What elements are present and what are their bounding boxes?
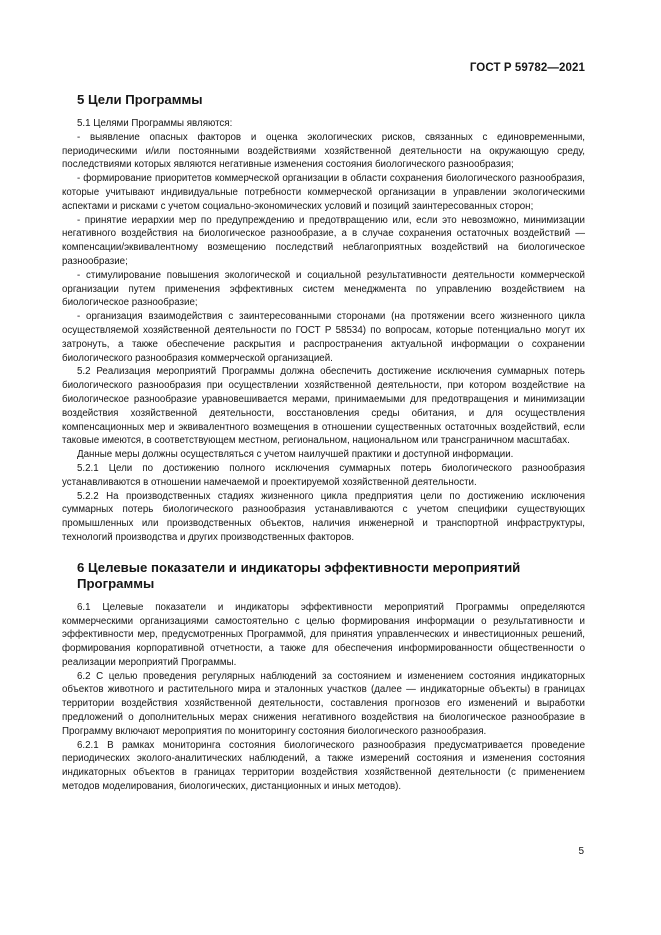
section-5-paragraph: - организация взаимодействия с заинтересованными сторонами (на протяжении всего жизненного цикла осуществляемой хозяйственной деятельности по ГОСТ Р 58534) по вопросам, которые потенциально могут их затронуть, а также обеспечение раскрытия и распространения актуальной информации о сохранении биологического разнообразия коммерческой организацией.	[62, 311, 585, 364]
section-5-paragraph: - выявление опасных факторов и оценка экологических рисков, связанных с единовременными, периодическими и/или постоянными воздействиями хозяйственной деятельности на окружающую среду, последствиями которых являются негативные изменения состояния биологического разнообразия;	[62, 131, 585, 171]
section-5-paragraph: 5.2 Реализация мероприятий Программы должна обеспечить достижение исключения суммарных потерь биологического разнообразия при осуществлении хозяйственной деятельности, при котором воздействие на биологическое разнообразие уравновешивается мерами, принимаемыми для предотвращения и минимизации воздействия хозяйственной деятельности, восстановления среды обитания, и для осуществления компенсационных мер и эквивалентного возмещения в отношении существенных остаточных воздействий, если таковые имеются, в соответствующем местном, региональном, национальном или трансграничном масштабах.	[62, 366, 585, 447]
section-5-paragraph: 5.1 Целями Программы являются:	[77, 118, 233, 129]
section-5-paragraph: Данные меры должны осуществляться с учетом наилучшей практики и доступной информации.	[77, 449, 514, 461]
page-number: 5	[578, 846, 584, 857]
section-5-paragraph: 5.2.2 На производственных стадиях жизненного цикла предприятия цели по достижению исключения суммарных потерь биологического разнообразия устанавливаются с учетом специфики существующих промышленных или производственных объектов, наличия инженерной и транспортной инфраструктуры, технологий производства и других производственных факторов.	[62, 490, 585, 543]
section-5-title: 5 Цели Программы	[77, 92, 203, 107]
standard-code: ГОСТ Р 59782—2021	[469, 62, 585, 74]
section-5-paragraph: - стимулирование повышения экологической и социальной результативности деятельности коммерческой организации путем применения эффективных систем менеджмента по управлению воздействием на биологическое разнообразие;	[62, 269, 585, 309]
section-6-title: 6 Целевые показатели и индикаторы эффективности мероприятий Программы	[77, 559, 521, 591]
section-6-paragraph: 6.1 Целевые показатели и индикаторы эффективности мероприятий Программы определяются коммерческими организациями самостоятельно с целью формирования информации о результативности и эффективности мер, предусмотренных Программой, для принятия управленческих и инвестиционных решений, формирования корпоративной отчетности, а также для обеспечения информированности общественности о реализации мероприятий Программы.	[62, 601, 585, 668]
section-6-paragraph: 6.2 С целью проведения регулярных наблюдений за состоянием и изменением состояния индикаторных объектов животного и растительного мира и эталонных участков (далее — индикаторные объекты) в границах территории воздействия хозяйственной деятельности, составления прогнозов его изменений и выработки предложений о дополнительных мерах снижения негативного воздействия на биологическое разнообразие в Программу включают мероприятия по мониторингу состояния биологического разнообразия.	[62, 670, 585, 737]
section-5-paragraph: - формирование приоритетов коммерческой организации в области сохранения биологического разнообразия, которые учитывают индивидуальные потребности коммерческой организации в управлении экологическими аспектами и рисками с учетом социально-экономических условий и позиций заинтересованных сторон;	[62, 173, 585, 212]
section-6-paragraph: 6.2.1 В рамках мониторинга состояния биологического разнообразия предусматривается проведение периодических эколого-аналитических наблюдений, а также измерений состояния и изменения состояния индикаторных объектов в границах территории воздействия хозяйственной деятельности (с применением методов моделирования, биологических, дистанционных и иных методов).	[62, 739, 585, 793]
section-5-paragraph: - принятие иерархии мер по предупреждению и предотвращению или, если это невозможно, минимизации негативного воздействия на биологическое разнообразие, а в случае сохранения остаточных воздействий — компенсации/эквивалентному возмещению последствий неблагоприятных воздействий на биологическое разнообразие;	[62, 214, 585, 267]
page-content	[62, 92, 585, 794]
section-5-paragraph: 5.2.1 Цели по достижению полного исключения суммарных потерь биологического разнообразия устанавливаются в отношении намечаемой и проектируемой хозяйственной деятельности.	[62, 462, 585, 488]
